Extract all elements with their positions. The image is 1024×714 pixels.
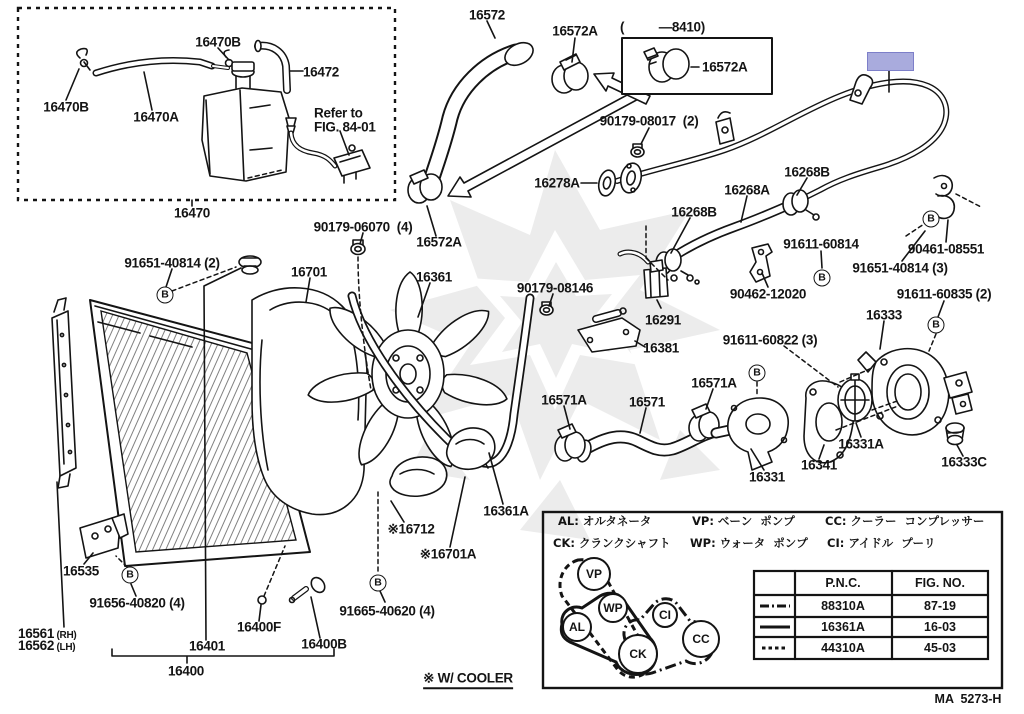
label-91651-40814-3: 91651-40814 (3): [852, 260, 948, 276]
label-16470b-top: 16470B: [195, 34, 241, 50]
label-16571a-left: 16571A: [541, 392, 587, 408]
label-91611-60814: 91611-60814: [783, 236, 859, 252]
table-pnc-0: 88310A: [821, 599, 865, 613]
legend-item-0: AL: オルタネータ: [558, 514, 652, 528]
table-pnc-2: 44310A: [821, 641, 865, 655]
table-header-pnc: P.N.C.: [825, 576, 861, 590]
label-16470b-left: 16470B: [43, 99, 89, 115]
pulley-cc: CC: [682, 620, 720, 658]
nut-90179-08146: [540, 302, 553, 315]
legend-item-5: CI: アイドル プーリ: [827, 536, 936, 550]
legend-item-2: CC: クーラー コンプレッサー: [825, 514, 985, 528]
label-16712: ※16712: [387, 521, 435, 537]
highlighted-part-marker[interactable]: [867, 52, 914, 71]
label-16572a-inset: 16572A: [702, 59, 748, 75]
pulley-ck: CK: [618, 634, 658, 674]
nut-90179-06070: [351, 240, 365, 255]
label-16278a: 16278A: [534, 175, 580, 191]
label-16333: 16333: [865, 307, 903, 323]
label-90179-06070: 90179-06070 (4): [313, 219, 413, 235]
bolt-marker-0: B: [157, 287, 174, 304]
label-16562: 16562 (LH): [18, 638, 76, 653]
pulley-wp: WP: [598, 593, 628, 623]
label-16268a: 16268A: [724, 182, 770, 198]
legend-item-4: WP: ウォータ ポンプ: [690, 536, 808, 550]
label-16535: 16535: [62, 563, 100, 579]
label-16470: 16470: [173, 205, 211, 221]
label-16268b-top: 16268B: [784, 164, 830, 180]
bolt-marker-6: B: [370, 575, 387, 592]
label-16701: 16701: [290, 264, 328, 280]
label-90461-08551: 90461-08551: [907, 241, 985, 257]
label-refer-line2: FIG. 84-01: [314, 119, 376, 135]
legend-item-1: VP: ベーン ポンプ: [692, 514, 795, 528]
label-16400: 16400: [167, 663, 205, 679]
label-91611-60822: 91611-60822 (3): [722, 332, 818, 348]
nut-90179-08017: [631, 144, 644, 157]
label-16361a: 16361A: [483, 503, 529, 519]
label-16701a: ※16701A: [419, 546, 477, 562]
label-16572a-top: 16572A: [552, 23, 598, 39]
label-16400f: 16400F: [237, 619, 281, 635]
label-16470a: 16470A: [133, 109, 179, 125]
label-16572a-mid: 16572A: [416, 234, 462, 250]
label-16400b: 16400B: [301, 636, 347, 652]
label-16572: 16572: [468, 7, 506, 23]
bolt-marker-4: B: [749, 365, 766, 382]
label-16291: 16291: [644, 312, 682, 328]
table-fig-0: 87-19: [924, 599, 956, 613]
label-16561: 16561 (RH): [18, 626, 77, 641]
table-pnc-1: 16361A: [821, 620, 865, 634]
bolt-marker-1: B: [814, 270, 831, 287]
label-16331a: 16331A: [838, 436, 884, 452]
label-16333c: 16333C: [941, 454, 987, 470]
bolt-marker-3: B: [928, 317, 945, 334]
label-refer-line1: Refer to: [314, 105, 363, 121]
label-90179-08017: 90179-08017 (2): [599, 113, 699, 129]
table-fig-2: 45-03: [924, 641, 956, 655]
table-header-fig: FIG. NO.: [915, 576, 965, 590]
bolt-marker-5: B: [122, 567, 139, 584]
pulley-ci: CI: [652, 602, 678, 628]
pipes-art: [351, 75, 954, 315]
label-91651-40814-2: 91651-40814 (2): [124, 255, 220, 271]
label-16571a-right: 16571A: [691, 375, 737, 391]
legend-box-art: [543, 512, 1002, 688]
label-16361: 16361: [415, 269, 453, 285]
label-16381: 16381: [642, 340, 680, 356]
label-16571: 16571: [628, 394, 666, 410]
legend-item-3: CK: クランクシャフト: [553, 536, 671, 550]
bolt-marker-2: B: [923, 211, 940, 228]
label-91656-40820: 91656-40820 (4): [89, 595, 185, 611]
label-16331: 16331: [748, 469, 786, 485]
label-90462-12020: 90462-12020: [729, 286, 807, 302]
table-fig-1: 16-03: [924, 620, 956, 634]
page-code: MA 5273-H: [934, 692, 1002, 706]
label-91665-40620: 91665-40620 (4): [339, 603, 435, 619]
upper-hose-art: [408, 38, 772, 203]
label-16341: 16341: [800, 457, 838, 473]
label-16472: 16472: [302, 64, 340, 80]
label-8410: ( —8410): [620, 19, 705, 35]
label-16268b-left: 16268B: [671, 204, 717, 220]
label-91611-60835: 91611-60835 (2): [896, 286, 992, 302]
w-cooler-note: ※ W/ COOLER: [423, 671, 513, 689]
pulley-al: AL: [562, 612, 592, 642]
reservoir-inset-art: [18, 8, 395, 200]
pulley-vp: VP: [577, 557, 611, 591]
label-16401: 16401: [188, 638, 226, 654]
label-90179-08146: 90179-08146: [516, 280, 594, 296]
